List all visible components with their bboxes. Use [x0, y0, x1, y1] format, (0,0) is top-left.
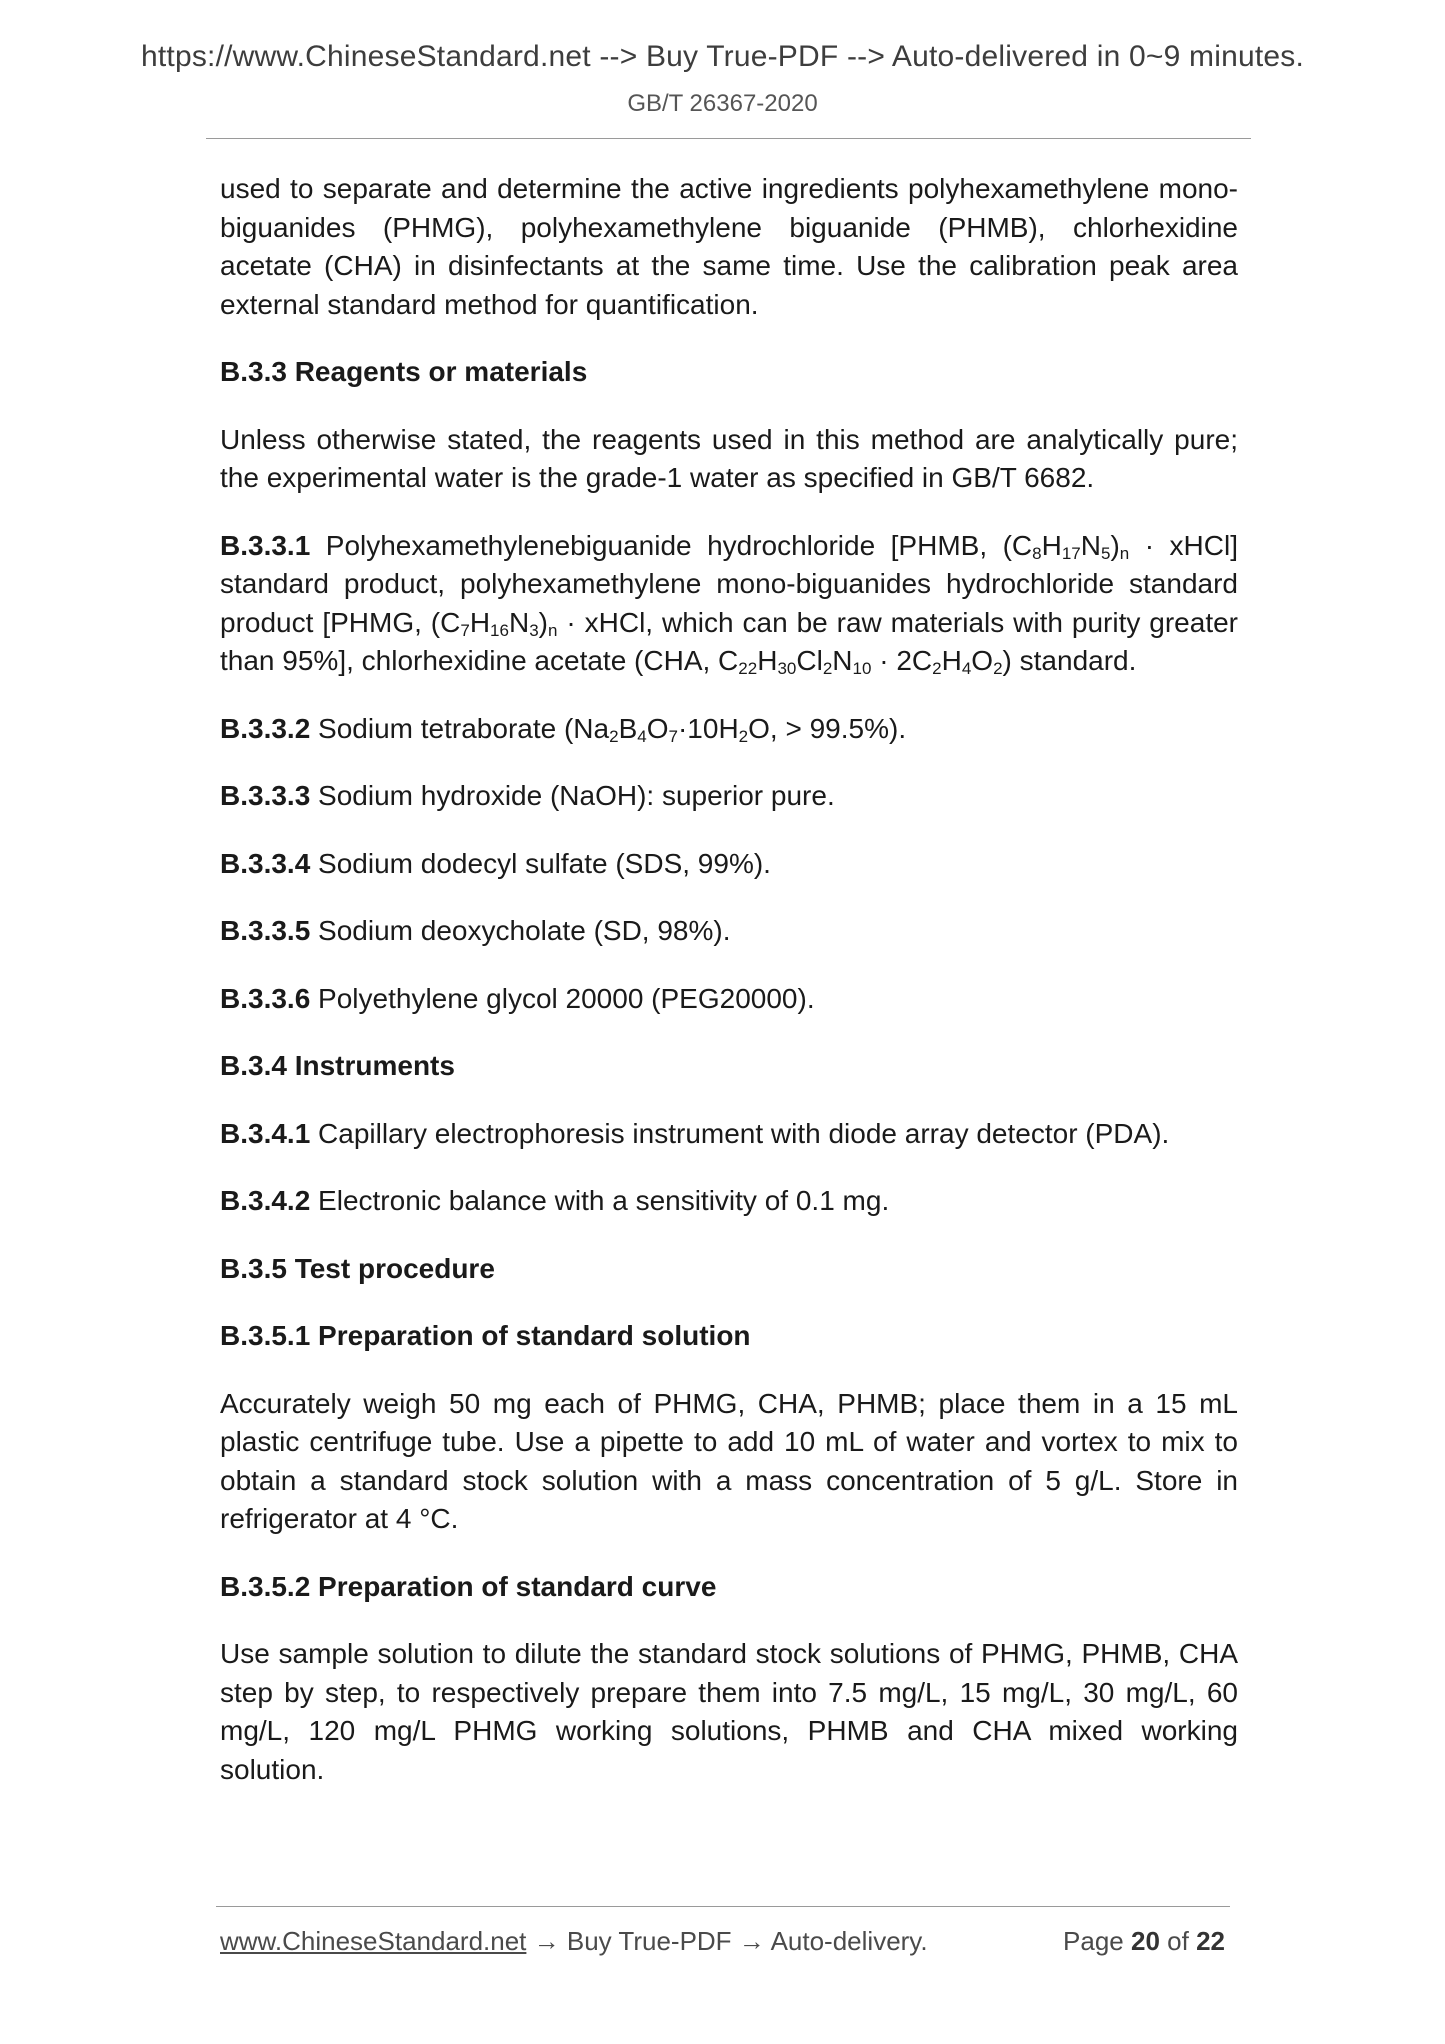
section-heading-b335: B.3.5 Test procedure — [220, 1252, 495, 1284]
clause-number: B.3.3.3 — [220, 780, 311, 811]
clause-b3333: B.3.3.3 Sodium hydroxide (NaOH): superior pure. — [220, 780, 835, 811]
section-heading-b3351: B.3.5.1 Preparation of standard solution — [220, 1320, 751, 1351]
clause-number: B.3.3.5 — [220, 915, 311, 946]
clause-b3341: B.3.4.1 Capillary electrophoresis instrument with diode array detector (PDA). — [220, 1117, 1170, 1149]
footer-left — [220, 1926, 928, 1957]
footer-tagline: → Buy True-PDF → Auto-delivery. — [526, 1926, 928, 1956]
header-divider — [206, 138, 1251, 139]
header-url-line: https://www.ChineseStandard.net --> Buy True-PDF --> Auto-delivered in 0~9 minutes. — [141, 40, 1304, 73]
clause-b3342: B.3.4.2 Electronic balance with a sensitivity of 0.1 mg. — [220, 1185, 890, 1216]
paragraph-b3352: Use sample solution to dilute the standard stock solutions of PHMG, PHMB, CHA step by step, to respectively prepare them into 7.5 mg/L, 15 mg/L, 30 mg/L, 60 mg/L, 120 mg/L PHMG working solutions, PHMB and CHA mixed working solution. — [220, 1638, 1238, 1785]
section-heading-b333: B.3.3 Reagents or materials — [220, 356, 588, 387]
section-heading-b334: B.3.4 Instruments — [220, 1050, 455, 1081]
section-heading-b3352: B.3.5.2 Preparation of standard curve — [220, 1570, 717, 1602]
document-body — [220, 170, 1238, 1789]
clause-number: B.3.3.6 — [220, 982, 311, 1014]
clause-b3336: B.3.3.6 Polyethylene glycol 20000 (PEG20000). — [220, 982, 815, 1014]
clause-b3332: B.3.3.2 Sodium tetraborate ($Na_2B_4O_7\cdot 10H_2O$, > 99.5%). — [220, 712, 907, 746]
clause-number: B.3.3.4 — [220, 847, 311, 879]
intro-paragraph: used to separate and determine the active ingredients polyhexamethylene mono-biguanides (PHMG), polyhexamethylene biguanide (PHMB), chlorhexidine acetate (CHA) in disinfectants at the same time. Use the calibration peak area external standard method for quantification. — [220, 173, 1238, 320]
footer-site-link[interactable]: www.ChineseStandard.net — [220, 1926, 527, 1956]
clause-number: B.3.3.2 — [220, 712, 311, 744]
clause-b3331: B.3.3.1 Polyhexamethylenebiguanide hydrochloride [PHMB, $(C_8H_{17}N_5)_n$ · xHCl] standard product, polyhexamethylene mono-biguanides hydrochloride standard product [PHMG, $(C_7H_{16}N_3)_n$ · xHCl, which can be raw materials with purity greater than 95%], chlorhexidine acetate (CHA, $C_{22}H_{30}Cl_2N_{10} \cdot 2C_2H_4O_2$) standard. — [220, 529, 1239, 678]
footer-divider — [216, 1906, 1230, 1907]
paragraph-b3351: Accurately weigh 50 mg each of PHMG, CHA, PHMB; place them in a 15 mL plastic centrifuge tube. Use a pipette to add 10 mL of water and vortex to mix to obtain a standard stock solution with a mass concentration of 5 g/L. Store in refrigerator at 4 °C. — [220, 1387, 1238, 1534]
header-standard-number: GB/T 26367-2020 — [627, 90, 818, 117]
clause-number: B.3.4.1 — [220, 1117, 311, 1149]
clause-number: B.3.4.2 — [220, 1185, 311, 1216]
clause-b3335: B.3.3.5 Sodium deoxycholate (SD, 98%). — [220, 915, 731, 946]
clause-b3334: B.3.3.4 Sodium dodecyl sulfate (SDS, 99%). — [220, 847, 771, 879]
paragraph-b333: Unless otherwise stated, the reagents used in this method are analytically pure; the experimental water is the grade-1 water as specified in GB/T 6682. — [220, 423, 1238, 493]
clause-number: B.3.3.1 — [220, 529, 311, 561]
page-number: Page 20 of 22 — [1063, 1926, 1225, 1956]
